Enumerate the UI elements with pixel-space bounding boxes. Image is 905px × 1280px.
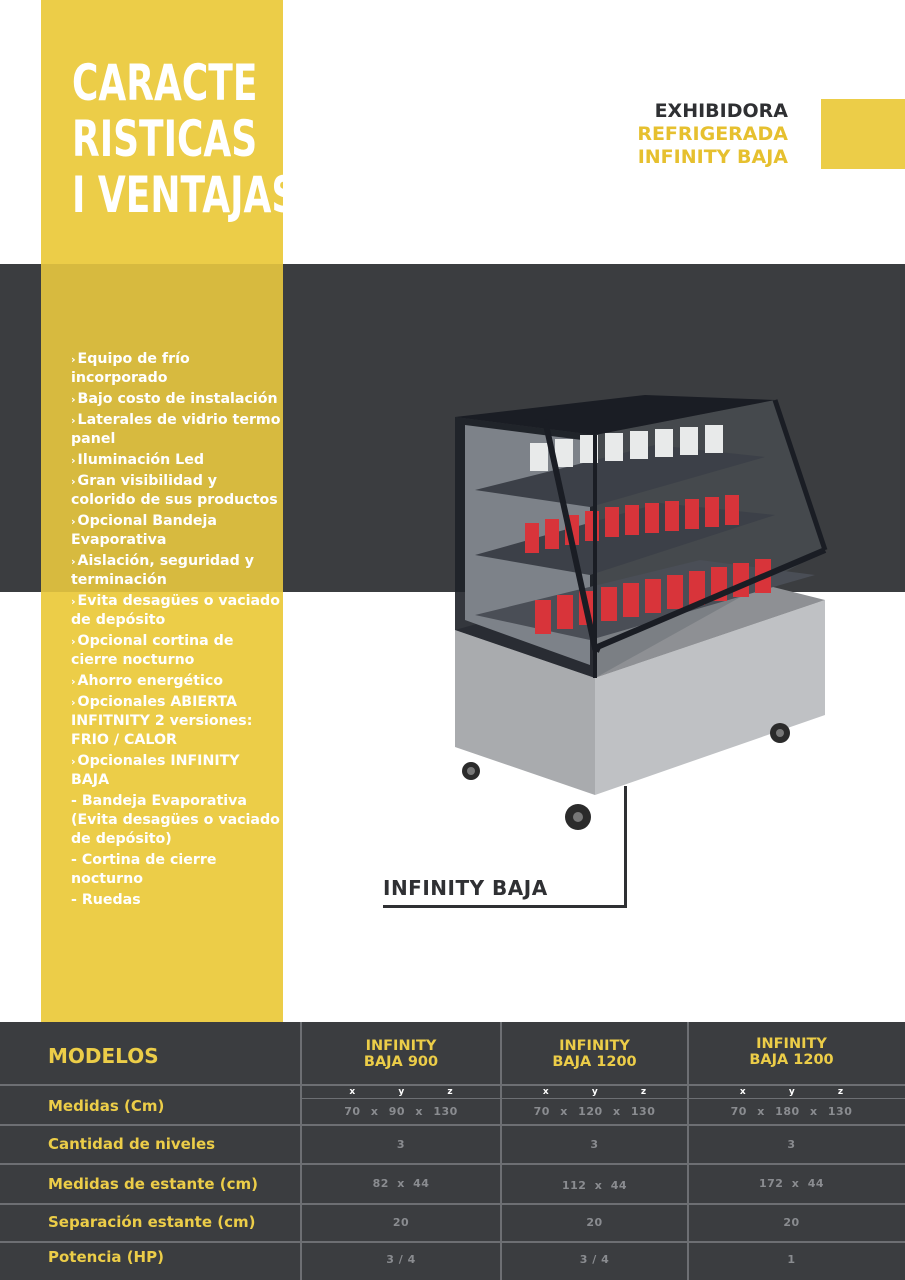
xyz-labels: x y z	[542, 1087, 647, 1097]
header-line-2: REFRIGERADA	[637, 123, 788, 145]
table-row-line	[0, 1084, 905, 1086]
feature-item: › Laterales de vidrio termo panel	[71, 412, 281, 447]
chevron-right-icon: ›	[71, 393, 76, 406]
row-label: Separación estante (cm)	[48, 1213, 256, 1231]
title-line-3: I VENTAJAS	[72, 166, 298, 224]
xyz-labels: x y z	[349, 1087, 453, 1097]
feature-item: › Gran visibilidad y colorido de sus productos	[71, 473, 278, 508]
sub-feature-item: - Bandeja Evaporativa (Evita desagües o vaciado de depósito)	[71, 793, 280, 847]
feature-item: › Opcionales INFINITY BAJA	[71, 753, 240, 788]
table-cell: 82 x 44	[372, 1177, 430, 1190]
table-cell: 20	[392, 1216, 410, 1229]
sub-feature-item: - Cortina de cierre nocturno	[71, 852, 217, 887]
title-line-1: CARACTE	[72, 54, 258, 112]
feature-item: › Opcional Bandeja Evaporativa	[71, 513, 217, 548]
sub-feature-item: - Ruedas	[71, 892, 141, 908]
feature-item: › Iluminación Led	[71, 452, 204, 468]
table-cell: 112 x 44	[561, 1179, 628, 1192]
table-row-line	[0, 1163, 905, 1165]
features-list	[71, 350, 281, 912]
feature-item: › Evita desagües o vaciado de depósito	[71, 593, 280, 628]
table-cell: 3	[590, 1138, 599, 1151]
table-cell: 20	[586, 1216, 603, 1229]
table-row-line	[0, 1241, 905, 1243]
table-cell: 70 x 180 x 130	[730, 1105, 853, 1118]
model-header: INFINITY BAJA 1200	[749, 1036, 834, 1068]
row-label: Medidas de estante (cm)	[48, 1175, 258, 1193]
modelos-header: MODELOS	[48, 1044, 159, 1068]
chevron-right-icon: ›	[71, 595, 76, 608]
feature-item: › Opcionales ABIERTA INFITNITY 2 versiones: FRIO / CALOR	[71, 694, 253, 748]
table-row-line	[0, 1203, 905, 1205]
feature-item: › Aislación, seguridad y terminación	[71, 553, 254, 588]
table-cell: 3	[787, 1138, 796, 1151]
header-line-1: EXHIBIDORA	[654, 100, 788, 122]
refrigerated-display-case-image	[445, 395, 835, 840]
title-line-2: RISTICAS	[72, 110, 258, 168]
table-cell: 20	[783, 1216, 800, 1229]
model-header: INFINITY BAJA 900	[363, 1038, 439, 1070]
header-line-3: INFINITY BAJA	[637, 146, 788, 168]
chevron-right-icon: ›	[71, 635, 76, 648]
row-label: Potencia (HP)	[48, 1248, 164, 1266]
table-cell: 70 x 120 x 130	[533, 1105, 656, 1118]
chevron-right-icon: ›	[71, 454, 76, 467]
table-cell: 3 / 4	[386, 1253, 416, 1266]
chevron-right-icon: ›	[71, 555, 76, 568]
yellow-square-accent	[821, 99, 905, 169]
page-title	[72, 54, 298, 224]
product-callout-label: INFINITY BAJA	[383, 876, 548, 900]
table-cell: 3 / 4	[579, 1253, 610, 1266]
chevron-right-icon: ›	[71, 675, 76, 688]
table-cell: 172 x 44	[758, 1177, 825, 1190]
feature-item: › Opcional cortina de cierre nocturno	[71, 633, 234, 668]
model-header: INFINITY BAJA 1200	[552, 1038, 637, 1070]
row-label: Cantidad de niveles	[48, 1135, 216, 1153]
chevron-right-icon: ›	[71, 475, 76, 488]
callout-line-horizontal	[383, 905, 627, 908]
xyz-labels: x y z	[739, 1087, 844, 1097]
xyz-subline	[300, 1098, 905, 1099]
table-cell: 70 x 90 x 130	[344, 1105, 458, 1118]
table-cell: 1	[787, 1253, 796, 1266]
chevron-right-icon: ›	[71, 515, 76, 528]
chevron-right-icon: ›	[71, 696, 76, 709]
table-row-line	[0, 1124, 905, 1126]
callout-line-vertical	[624, 786, 627, 908]
feature-item: › Equipo de frío incorporado	[71, 351, 190, 386]
chevron-right-icon: ›	[71, 414, 76, 427]
row-label: Medidas (Cm)	[48, 1097, 165, 1115]
feature-item: › Bajo costo de instalación	[71, 391, 278, 407]
chevron-right-icon: ›	[71, 353, 76, 366]
product-header	[637, 100, 788, 169]
table-cell: 3	[396, 1138, 406, 1151]
feature-item: › Ahorro energético	[71, 673, 223, 689]
chevron-right-icon: ›	[71, 755, 76, 768]
